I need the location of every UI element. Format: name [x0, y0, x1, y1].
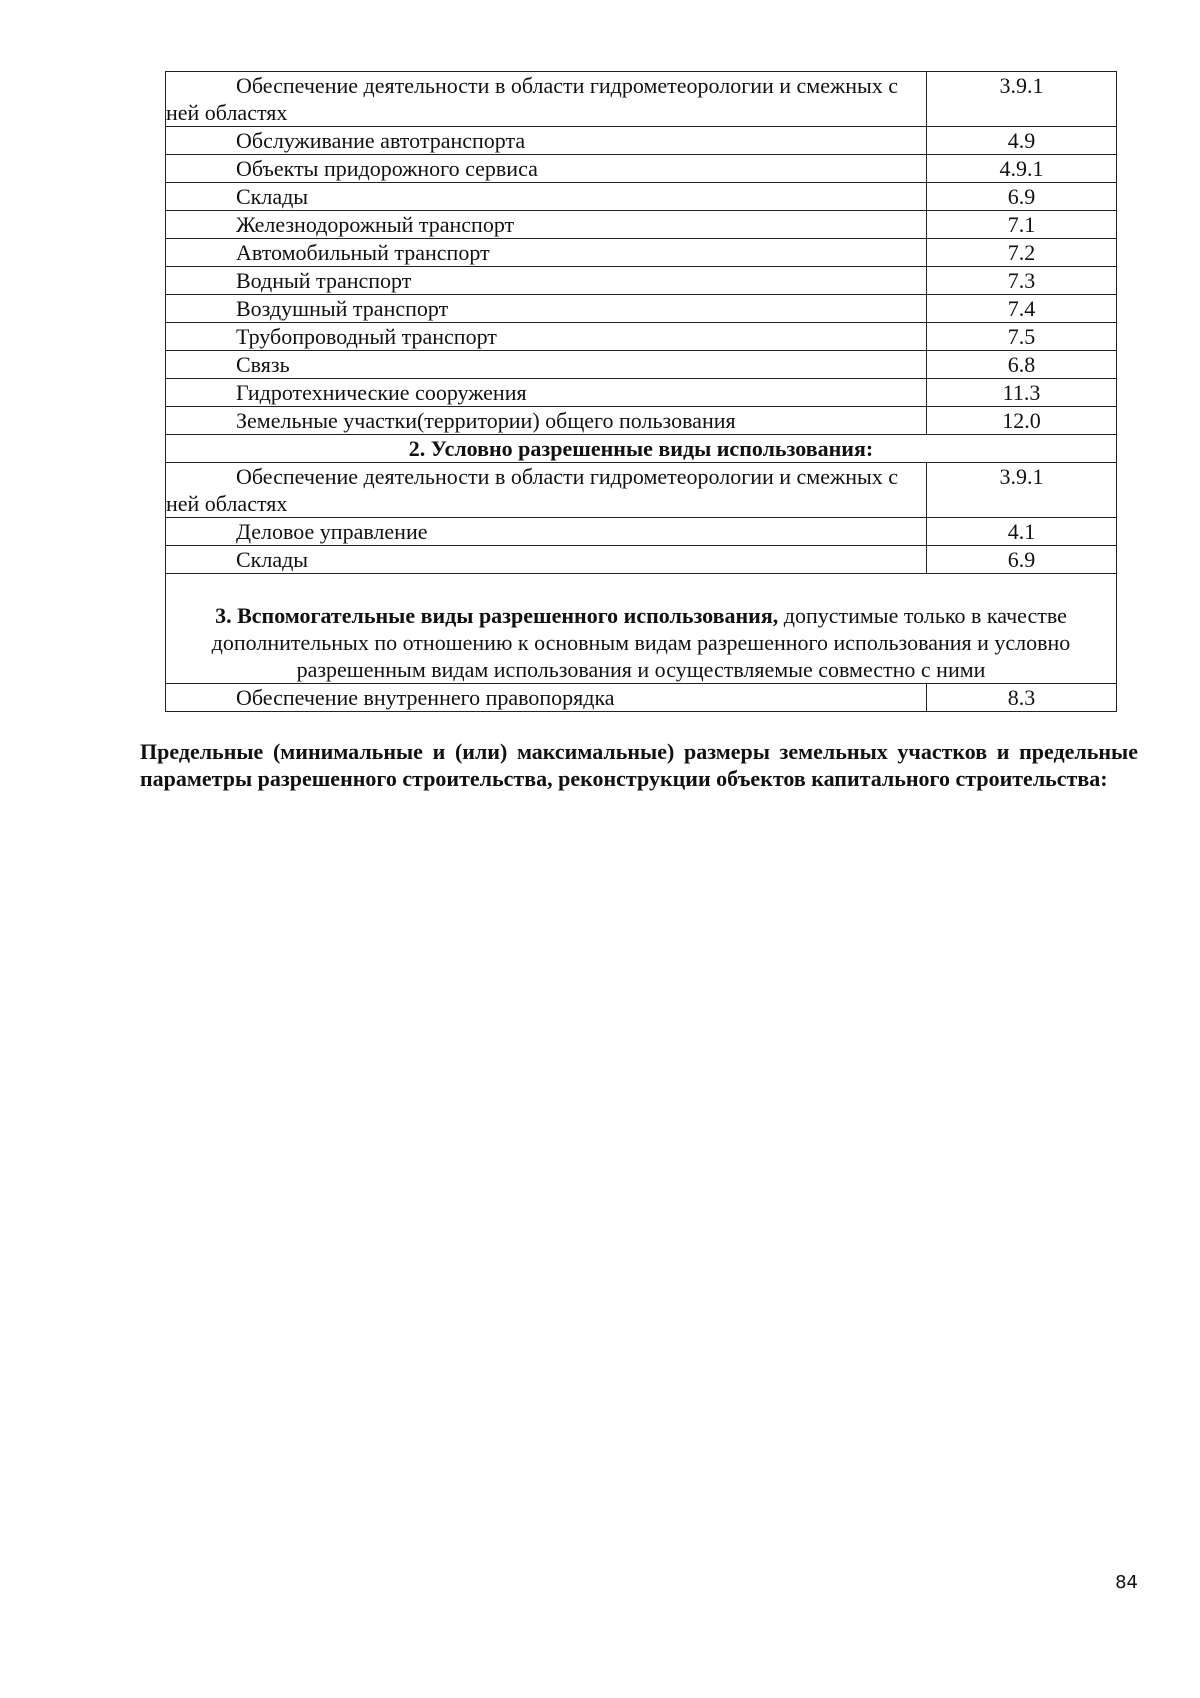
table-row	[166, 351, 1117, 379]
use-code-cell: 3.9.1	[927, 463, 1117, 518]
table-row	[166, 546, 1117, 574]
table-row	[166, 239, 1117, 267]
use-name-cell: Трубопроводный транспорт	[166, 323, 927, 351]
table-row	[166, 463, 1117, 518]
section3-title-rest: допустимые только в качестве дополнительных по отношению к основным видам разрешенного использования и условно разрешенным видам использования и осуществляемые совместно с ними	[211, 603, 1071, 682]
use-code-cell: 7.2	[927, 239, 1117, 267]
limits-heading: Предельные (минимальные и (или) максимальные) размеры земельных участков и предельные параметры разрешенного строительства, реконструкции объектов капитального строительства:	[140, 739, 1138, 791]
section3-title	[166, 574, 1117, 684]
table-row	[166, 183, 1117, 211]
use-name-cell: Гидротехнические сооружения	[166, 379, 927, 407]
auxiliary-uses-group	[166, 684, 1117, 712]
use-code-cell: 6.9	[927, 183, 1117, 211]
use-code-cell: 6.8	[927, 351, 1117, 379]
use-code-cell: 4.1	[927, 518, 1117, 546]
use-name-cell: Объекты придорожного сервиса	[166, 155, 927, 183]
use-code-cell: 4.9	[927, 127, 1117, 155]
section3-header-row	[166, 574, 1117, 684]
table-row	[166, 323, 1117, 351]
use-code-cell: 3.9.1	[927, 72, 1117, 127]
use-name-cell: Склады	[166, 183, 927, 211]
use-name-cell: Водный транспорт	[166, 267, 927, 295]
section3-title-bold: 3. Вспомогательные виды разрешенного использования,	[215, 603, 779, 628]
use-code-cell: 7.4	[927, 295, 1117, 323]
use-name-cell: Автомобильный транспорт	[166, 239, 927, 267]
use-name-cell: Железнодорожный транспорт	[166, 211, 927, 239]
use-code-cell: 6.9	[927, 546, 1117, 574]
use-name-cell: Обслуживание автотранспорта	[166, 127, 927, 155]
use-name-cell: Склады	[166, 546, 927, 574]
table-row	[166, 155, 1117, 183]
table-row	[166, 211, 1117, 239]
use-name-cell: Обеспечение деятельности в области гидрометеорологии и смежных с ней областях	[166, 72, 927, 127]
conditional-uses-group	[166, 463, 1117, 574]
section2-header-group	[166, 435, 1117, 463]
use-code-cell: 8.3	[927, 684, 1117, 712]
section2-header-row	[166, 435, 1117, 463]
use-code-cell: 11.3	[927, 379, 1117, 407]
table-row	[166, 407, 1117, 435]
use-name-cell: Земельные участки(территории) общего пользования	[166, 407, 927, 435]
table-row	[166, 518, 1117, 546]
use-name-cell: Обеспечение внутреннего правопорядка	[166, 684, 927, 712]
table-row	[166, 127, 1117, 155]
use-name-cell: Связь	[166, 351, 927, 379]
use-code-cell: 7.3	[927, 267, 1117, 295]
use-code-cell: 7.1	[927, 211, 1117, 239]
use-code-cell: 4.9.1	[927, 155, 1117, 183]
use-name-cell: Деловое управление	[166, 518, 927, 546]
use-code-cell: 12.0	[927, 407, 1117, 435]
table-row	[166, 72, 1117, 127]
main-uses-group	[166, 72, 1117, 435]
use-code-cell: 7.5	[927, 323, 1117, 351]
table-row	[166, 267, 1117, 295]
table-row	[166, 684, 1117, 712]
table-row	[166, 295, 1117, 323]
use-name-cell: Воздушный транспорт	[166, 295, 927, 323]
table-row	[166, 379, 1117, 407]
section3-header-group	[166, 574, 1117, 684]
page-number: 84	[1115, 1572, 1138, 1593]
section2-title: 2. Условно разрешенные виды использования:	[166, 435, 1117, 463]
use-name-cell: Обеспечение деятельности в области гидрометеорологии и смежных с ней областях	[166, 463, 927, 518]
land-use-table	[165, 71, 1117, 712]
